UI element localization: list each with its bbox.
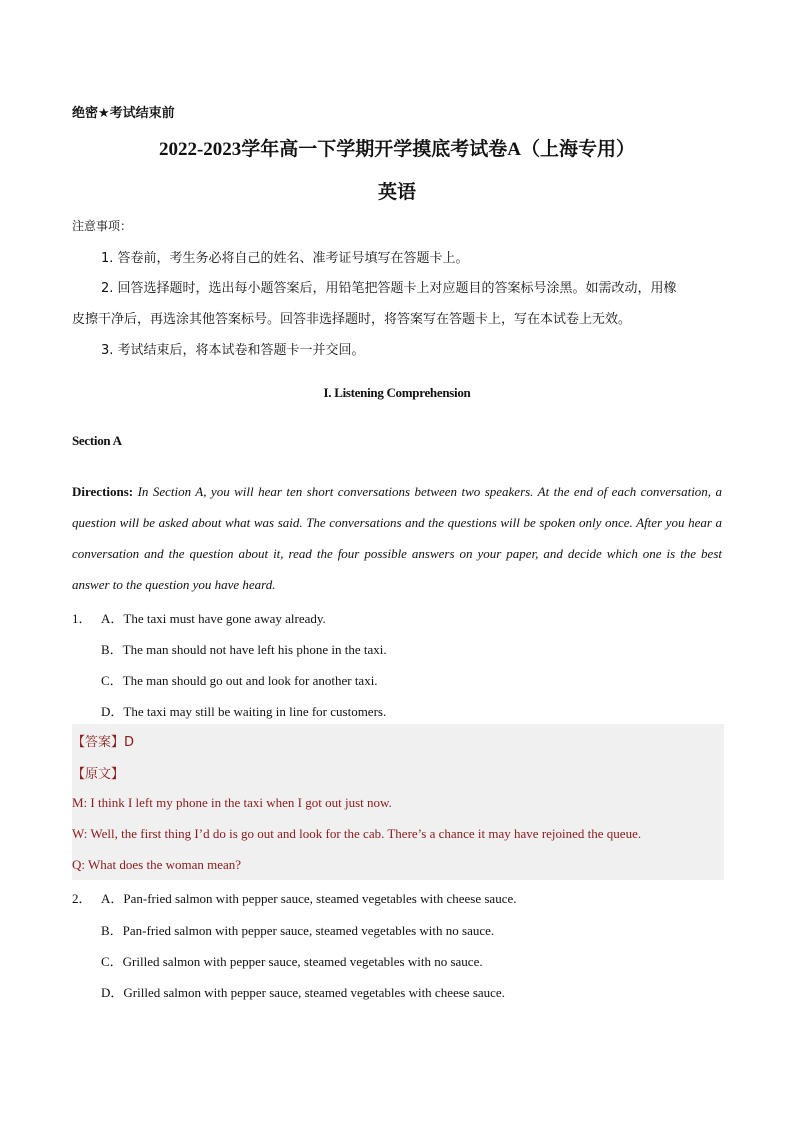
question-number: 2． bbox=[72, 891, 92, 906]
note-item: 2. 回答选择题时，选出每小题答案后，用铅笔把答题卡上对应题目的答案标号涂黑。如需改动，用橡 bbox=[101, 281, 677, 296]
subject-title: 英语 bbox=[377, 181, 416, 203]
option-c: C．The man should go out and look for another taxi. bbox=[101, 673, 378, 688]
note-item: 皮擦干净后，再选涂其他答案标号。回答非选择题时，将答案写在答题卡上，写在本试卷上无效。 bbox=[72, 312, 632, 327]
transcript-line: Q: What does the woman mean? bbox=[72, 857, 242, 872]
option-d: D．Grilled salmon with pepper sauce, steamed vegetables with cheese sauce. bbox=[101, 985, 505, 1000]
transcript-line: W: Well, the first thing I’d do is go out and look for the cab. There’s a chance it may have rejoined the queue. bbox=[72, 826, 642, 841]
note-item: 3. 考试结束后，将本试卷和答题卡一并交回。 bbox=[101, 343, 365, 358]
option-a: A．The taxi must have gone away already. bbox=[101, 611, 326, 626]
transcript-label: 【原文】 bbox=[72, 767, 125, 782]
notes-title: 注意事项： bbox=[72, 219, 133, 233]
note-item: 1. 答卷前，考生务必将自己的姓名、准考证号填写在答题卡上。 bbox=[101, 251, 469, 266]
answer-label: 【答案】D bbox=[72, 735, 135, 750]
confidential-mark: 绝密★考试结束前 bbox=[72, 106, 175, 121]
option-c: C．Grilled salmon with pepper sauce, steamed vegetables with no sauce. bbox=[101, 954, 483, 969]
option-a: A．Pan-fried salmon with pepper sauce, steamed vegetables with cheese sauce. bbox=[101, 891, 517, 906]
option-b: B．Pan-fried salmon with pepper sauce, steamed vegetables with no sauce. bbox=[101, 923, 495, 938]
transcript-line: M: I think I left my phone in the taxi when I got out just now. bbox=[72, 795, 392, 810]
question-number: 1． bbox=[72, 611, 92, 626]
option-b: B．The man should not have left his phone in the taxi. bbox=[101, 642, 387, 657]
exam-title: 2022-2023学年高一下学期开学摸底考试卷A（上海专用） bbox=[158, 139, 636, 160]
directions-label: Directions: bbox=[72, 484, 134, 499]
directions-text: In Section A, you will hear ten short conversations between two speakers. At the end of each conversation, a question will be asked about what was said. The conversations and the questions will be spoken only once. After you hear a conversation and the question about it, read the four possible answers on your paper, and decide which one is the best answer to the question you have heard. bbox=[72, 484, 722, 592]
part-title: I. Listening Comprehension bbox=[323, 385, 471, 400]
section-title: Section A bbox=[72, 433, 122, 448]
directions bbox=[72, 476, 722, 600]
option-d: D．The taxi may still be waiting in line for customers. bbox=[101, 704, 387, 719]
